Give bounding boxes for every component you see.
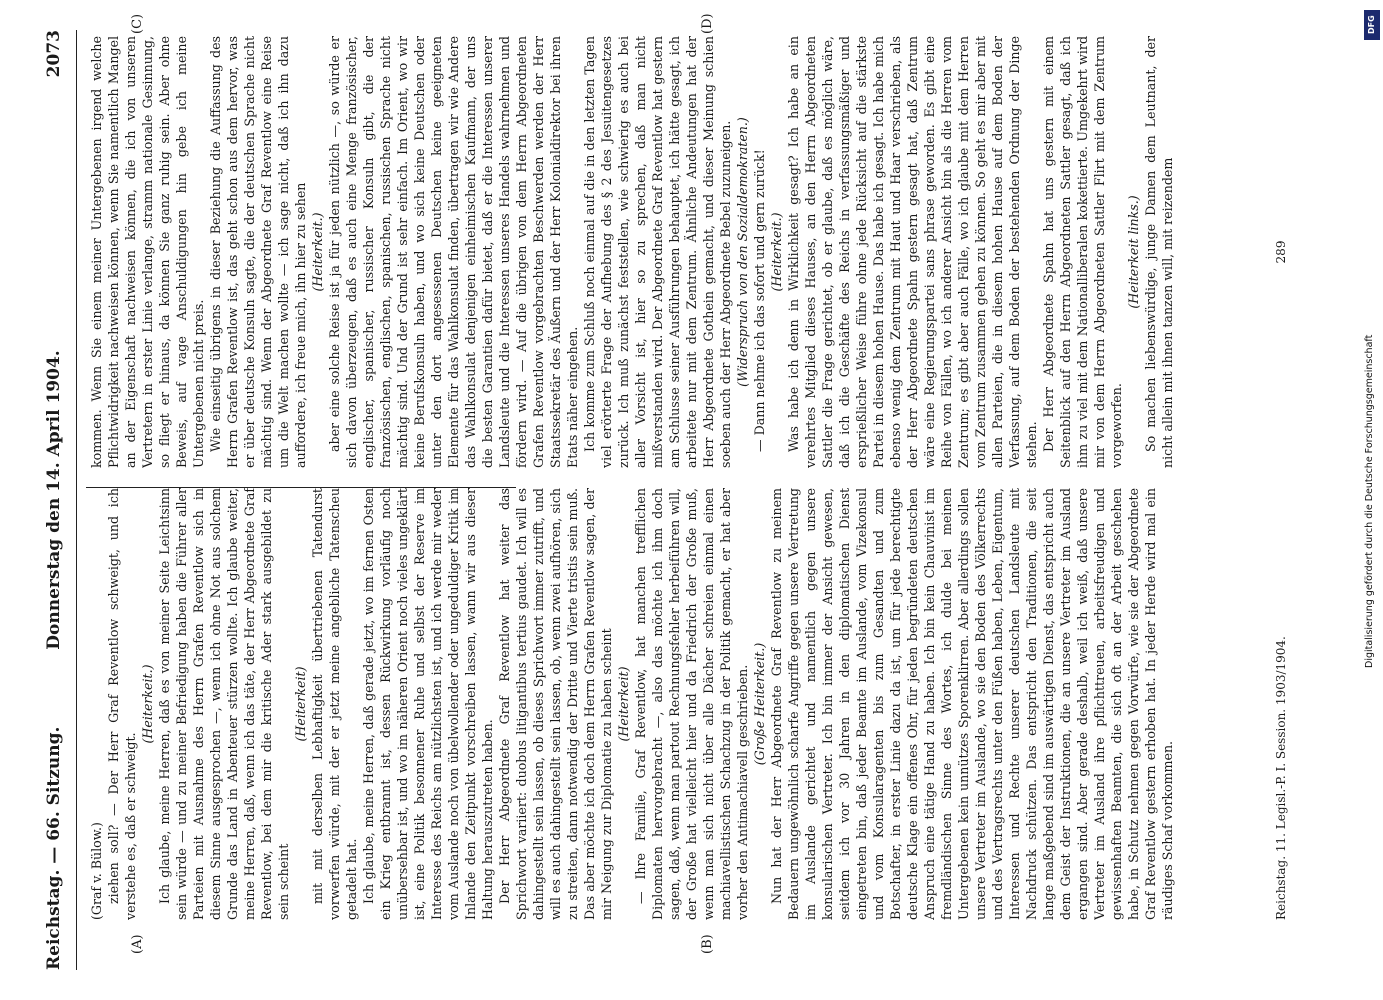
page-header (44, 30, 74, 970)
column-divider (86, 487, 516, 488)
interjection: (Widerspruch von den Sozialdemokraten.) (735, 117, 750, 387)
dfg-credit-text: Digitalisierung gefördert durch die Deutsche Forschungsgemeinschaft (1364, 334, 1375, 668)
right-column (88, 36, 1268, 468)
interjection: (Heiterkeit.) (140, 664, 155, 744)
margin-marker-d: (D) (700, 13, 715, 34)
left-column (88, 488, 1268, 920)
paragraph: Ich glaube, meine Herren, daß gerade jetzt, wo im fernen Osten ein Krieg entbrannt ist, dessen Rückwirkung vorläufig noch unübersehbar ist, und wo im näheren Orient noch vieles ungeklärt ist, eine Politik besonnener Ruhe und selbst der Reserve im Interesse des Reichs am nützlichsten ist, und ich werde mir weder vom Auslande noch von übelwollender oder ungeduldiger Kritik im Inlande den Zeitpunkt vorschreiben lassen, wann wir aus dieser Haltung herauszutreten haben. (361, 488, 495, 920)
interjection: (Heiterkeit.) (310, 212, 325, 292)
interjection: (Große Heiterkeit.) (752, 642, 767, 766)
dfg-sidebar (1362, 8, 1382, 998)
interjection: (Heiterkeit) (616, 666, 631, 742)
page-signature: 289 (1274, 240, 1288, 264)
paragraph: aber eine solche Reise ist ja für jeden nützlich —, so würde er sich davon überzeugen, daß es auch eine Menge französischer, englischer, spanischer, russischer Konsuln gibt, die der französischen, englischen, spanischen, russischen Sprache nicht mächtig sind. Und der Grund ist sehr einfach. Im Orient, wo wir keine Berufskonsuln haben, und wo sich keine Deutschen oder unter den dort angesessenen Deutschen keine geeigneten Elemente für das Wahlkonsulat finden, übertragen wir wie Andere das Wahlkonsulat denjenigen einheimischen Kaufmann, der uns die besten Garantien dafür bietet, daß er die Interessen unserer Landsleute und die Interessen unseres Handels wahrnehmen und fördern wird. — Auf die übrigen von dem Herrn Abgeordneten Grafen Reventlow vorgebrachten Beschwerden werden der Herr Staatssekretär des Äußern und der Herr Kolonialdirektor bei ihren Etats näher eingehen. (327, 36, 580, 468)
paragraph: Nun hat der Herr Abgeordnete Graf Reventlow zu meinem Bedauern ungewöhnlich scharfe Angriffe gegen unsere Vertretung im Auslande gerichtet und namentlich gegen unsere konsularischen Vertreter. Ich bin immer der Ansicht gewesen, seitdem ich vor 30 Jahren in den diplomatischen Dienst eingetreten bin, daß jeder Beamte im Auslande, vom Vizekonsul und vom Konsularagenten bis zum Gesandten und zum Botschafter, in erster Linie dazu da ist, um für jede berechtigte deutsche Klage ein offenes Ohr, für jeden begründeten deutschen Anspruch eine tätige Hand zu haben. Ich bin kein Chauvinist im fremdländischen Sinne des Wortes, ich dulde bei meinen Untergebenen kein unnützes Sporenklirren. Aber allerdings sollen unsere Vertreter im Auslande, wo sie den Boden des Völkerrechts und des Vertragsrechts unter den Füßen haben, Leben, Eigentum, Interessen und Rechte unserer deutschen Landsleute mit Nachdruck schützen. Das entspricht den Traditionen, die seit lange maßgebend sind im auswärtigen Dienst, das entspricht auch dem Geist der Instruktionen, die an unsere Vertreter im Ausland ergangen sind. Aber gerade deshalb, weil ich weiß, daß unsere Vertreter im Ausland ihre pflichttreuen, arbeitsfreudigen und gewissenhaften Beamten, die sich oft an der Arbeit geschehen habe, in Schutz nehmen gegen Vorwürfe, wie sie der Abgeordnete Graf Reventlow gestern erhoben hat. In jeder Herde wird mal ein räudiges Schaf vorkommen. (769, 488, 1175, 920)
interjection: (Heiterkeit links.) (1126, 195, 1141, 309)
interjection: (Heiterkeit) (293, 666, 308, 742)
paragraph: So machen liebenswürdige, junge Damen dem Leutnant, der nicht allein mit ihnen tanzen will, mit reizendem (1143, 36, 1175, 468)
paragraph: Der Herr Abgeordnete Graf Reventlow hat weiter das Sprichwort variiert: duobus litigantibus tertius gaudet. Ich will es dahingestellt sein lassen, ob dieses Sprichwort immer zutrifft, und will es auch dahingestellt sein lassen, ob, wenn zwei aufhören, sich zu streiten, dann notwendig der Dritte und Vierte tristis sein muß. Das aber möchte ich doch dem Herrn Grafen Reventlow sagen, der mir Neigung zur Diplomatie zu haben scheint (497, 488, 614, 920)
header-page-number: 2073 (44, 30, 64, 78)
header-center: Donnerstag den 14. April 1904. (44, 350, 64, 650)
paragraph: Ich komme zum Schluß noch einmal auf die in den letzten Tagen viel erörterte Frage der Aufhebung des § 2 des Jesuitengesetzes zurück. Ich muß zunächst feststellen, wie schwierig es auch bei aller Vorsicht ist, hier so zu sprechen, daß man nicht mißverstanden wird. Der Abgeordnete Graf Reventlow hat gestern am Schlusse seiner Ausführungen behauptet, ich hätte gesagt, ich arbeitete nur mit dem Zentrum. Ähnliche Andeutungen hat der Herr Abgeordnete Gothein gemacht, und dieser Meinung schien soeben auch der Herr Abgeordnete Bebel zuzuneigen. (582, 36, 733, 468)
dfg-logo: DFG (1364, 10, 1380, 40)
paragraph: — Ihre Familie, Graf Reventlow, hat manchen trefflichen Diplomaten hervorgebracht —, also das möchte ich ihm doch sagen, daß, wenn man partout Rechnungsfehler herbeiführen will, der Große hat vielleicht hier und da Friedrich der Große muß, wenn man sich nicht über alle Dächer schreien einmal einen machiavellistischen Schachzug in der Politik gemacht, er hat aber vorher den Antimachiavell geschrieben. (633, 488, 750, 920)
page-footer: Reichstag. 11. Legisl.-P. I. Session. 1903/1904. (1274, 636, 1288, 920)
paragraph: kommen. Wenn Sie einem meiner Untergebenen irgend welche Pflichtwidrigkeit nachweisen können, wenn Sie namentlich Mangel an der Eigenschaft nachweisen können, die ich von unseren Vertretern in erster Linie verlange, stramm nationale Gesinnung, so fliegt er hinaus, da können Sie ganz ruhig sein. Aber ohne Beweis, auf vage Anschuldigungen hin gebe ich meine Untergebenen nicht preis. (89, 36, 206, 468)
paragraph: Der Herr Abgeordnete Spahn hat uns gestern mit einem Seitenblick auf den Herrn Abgeordneten Sattler gesagt, daß ich ihm zu viel mit dem Nationalliberalen kokettierte. Umgekehrt wird mir von dem Herrn Abgeordneten Sattler Flirt mit dem Zentrum vorgeworfen. (1041, 36, 1124, 468)
header-left: Reichstag. — 66. Sitzung. (44, 726, 64, 970)
speaker-label: (Graf v. Bülow.) (89, 822, 104, 920)
paragraph: ziehen soll? — Der Herr Graf Reventlow schweigt, und ich verstehe es, daß er schweigt. (106, 488, 138, 920)
header-rule (76, 30, 77, 970)
paragraph: Ich glaube, meine Herren, daß es von meiner Seite Leichtsinn sein würde — und zu meiner Befriedigung haben die Führer aller Parteien mit Ausnahme des Herrn Grafen Reventlow sich in diesem Sinne ausgesprochen —, wenn ich ohne Not aus solchem Grunde das Land in Abenteuer stürzen wollte. Ich glaube weiter, meine Herren, daß, wenn ich das täte, der Herr Abgeordnete Graf Reventlow, bei dem mir die kritische Ader stark ausgebildet zu sein scheint (157, 488, 291, 920)
paragraph: mit mit derselben Lebhaftigkeit übertriebenen Tatendurst vorwerfen würde, mit der er jetzt meine angebliche Tatenscheu getadelt hat. (310, 488, 359, 920)
paragraph: Was habe ich denn in Wirklichkeit gesagt? Ich habe an ein verehrtes Mitglied dieses Hauses, an den Herrn Abgeordneten Sattler die Frage gerichtet, ob er glaube, daß es möglich wäre, daß ich die Geschäfte des Reichs in verfassungsmäßiger und ersprießlicher Weise führe ohne jede Rücksicht auf die stärkste Partei in diesem hohen Hause. Das habe ich gesagt. Ich habe mich ebenso wenig dem Zentrum mit Haut und Haar verschrieben, als der Herr Abgeordnete Spahn gestern gesagt hat, daß Zentrum wäre eine Regierungspartei sans phrase geworden. Es gibt eine Reihe von Fällen, wo ich anderer Ansicht bin als die Herren vom Zentrum; es gibt aber auch Fälle, wo ich glaube mit dem Herren vom Zentrum zusammen gehen zu können. So geht es mir aber mit allen Parteien, die in diesem hohen Hause auf dem Boden der Verfassung, auf dem Boden der bestehenden Ordnung der Dinge stehen. (786, 36, 1039, 468)
interjection: (Heiterkeit.) (769, 212, 784, 292)
paragraph: Wie einseitig übrigens in dieser Beziehung die Auffassung des Herrn Grafen Reventlow ist, das geht schon aus dem hervor, was er über deutsche Konsuln sagte, die der deutschen Sprache nicht mächtig sind. Wenn der Abgeordnete Graf Reventlow eine Reise um die Welt machen wollte — ich sage nicht, daß ich ihn dazu auffordere, ich freue mich, ihn hier zu sehen (208, 36, 308, 468)
margin-marker-b: (B) (700, 934, 715, 954)
paragraph: — Dann nehme ich das sofort und gern zurück! (752, 149, 767, 452)
margin-marker-c: (C) (130, 13, 145, 34)
margin-marker-a: (A) (130, 934, 145, 954)
